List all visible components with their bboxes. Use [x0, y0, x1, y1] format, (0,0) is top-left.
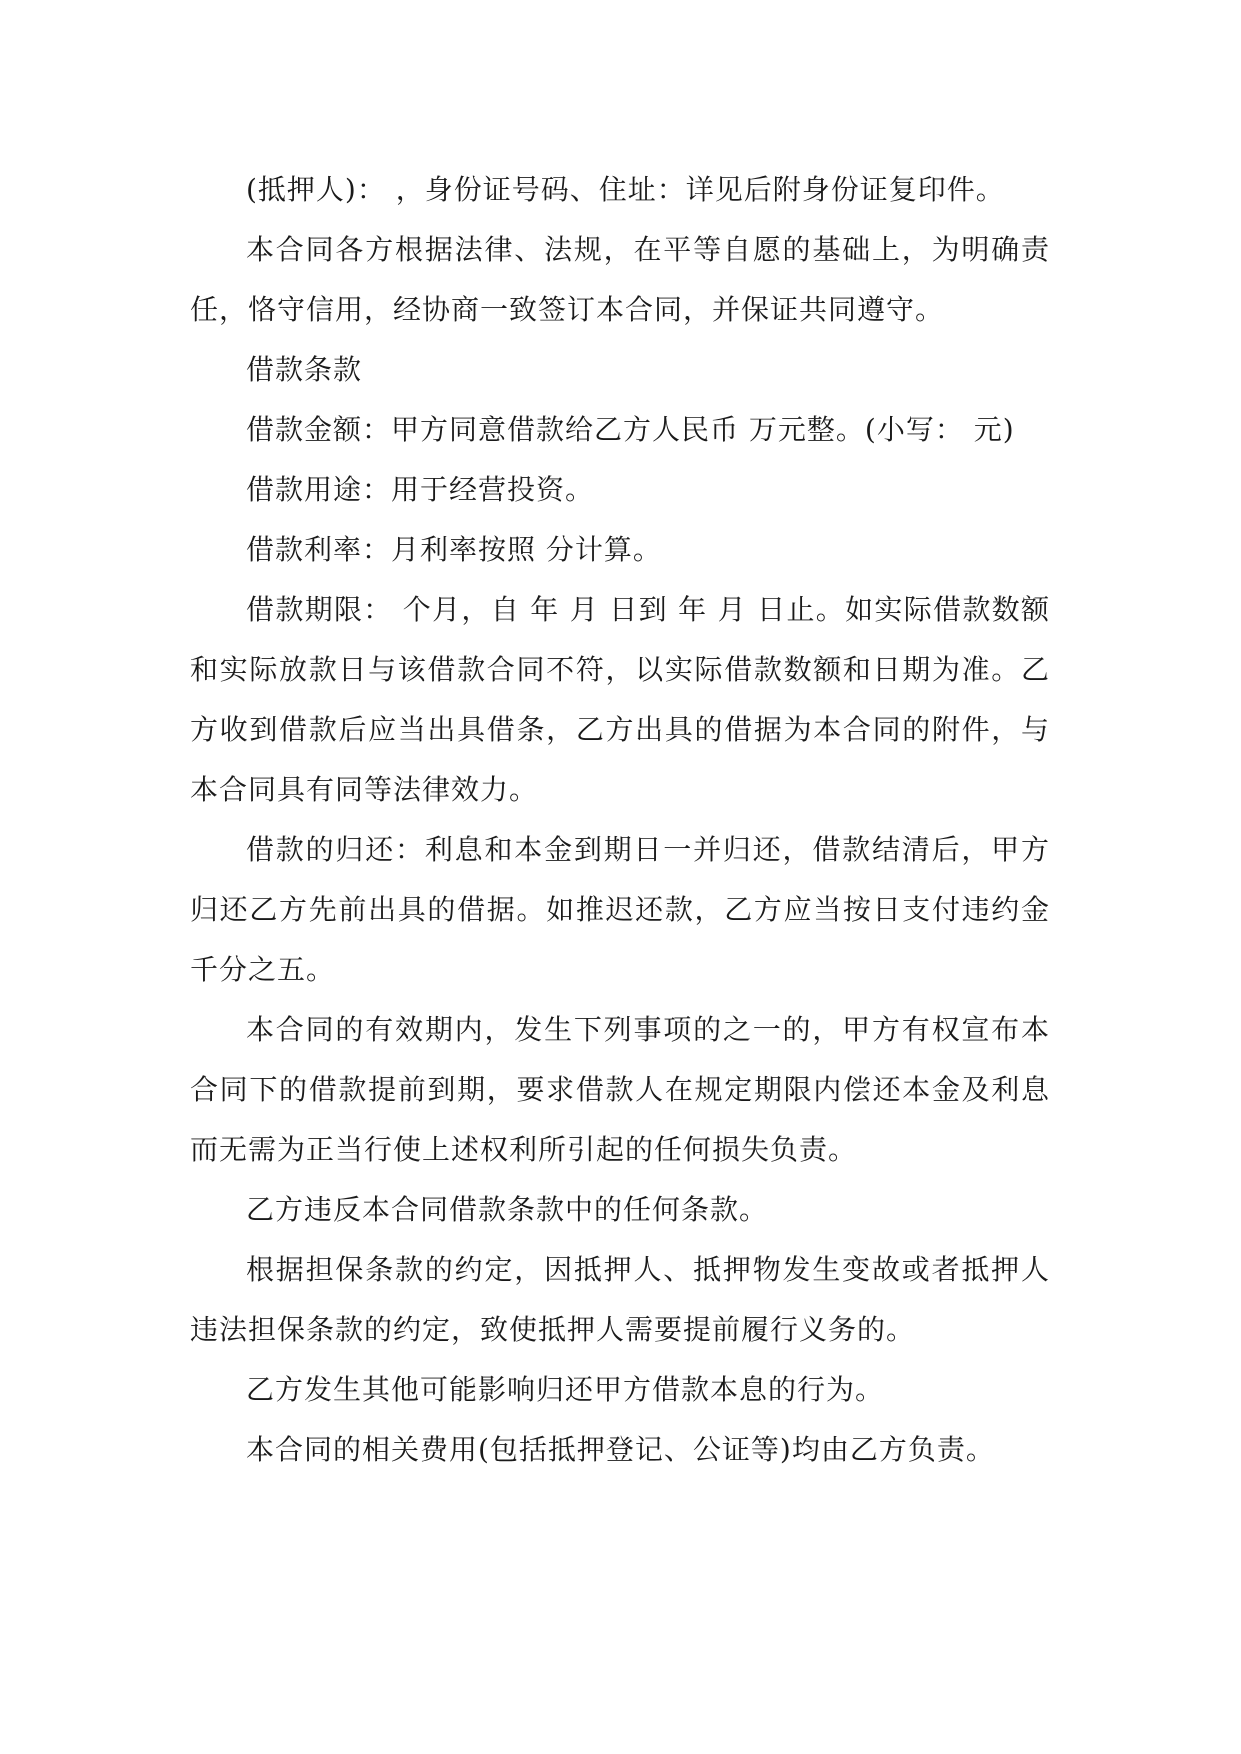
paragraph-fees: 本合同的相关费用(包括抵押登记、公证等)均由乙方负责。	[246, 1433, 995, 1466]
paragraph-mortgagor-info: (抵押人)： ，身份证号码、住址：详见后附身份证复印件。	[246, 173, 1005, 206]
paragraph-loan-purpose: 借款用途：用于经营投资。	[246, 473, 595, 506]
paragraph-repayment: 借款的归还：利息和本金到期日一并归还，借款结清后，甲方归还乙方先前出具的借据。如推迟还款，乙方应当按日支付违约金千分之五。	[190, 833, 1050, 986]
paragraph-loan-term: 借款期限： 个月，自 年 月 日到 年 月 日止。如实际借款数额和实际放款日与该借款合同不符，以实际借款数额和日期为准。乙方收到借款后应当出具借条，乙方出具的借据为本合同的附件，与本合同具有同等法律效力。	[190, 593, 1050, 806]
paragraph-other-behavior: 乙方发生其他可能影响归还甲方借款本息的行为。	[246, 1373, 885, 1406]
section-heading-loan-terms: 借款条款	[246, 353, 363, 386]
paragraph-guarantee-clause: 根据担保条款的约定，因抵押人、抵押物发生变故或者抵押人违法担保条款的约定，致使抵押人需要提前履行义务的。	[190, 1253, 1050, 1346]
paragraph-interest-rate: 借款利率：月利率按照 分计算。	[246, 533, 662, 566]
paragraph-loan-amount: 借款金额：甲方同意借款给乙方人民币 万元整。(小写： 元)	[246, 413, 1015, 446]
paragraph-early-maturity: 本合同的有效期内，发生下列事项的之一的，甲方有权宣布本合同下的借款提前到期，要求借款人在规定期限内偿还本金及利息而无需为正当行使上述权利所引起的任何损失负责。	[190, 1013, 1050, 1166]
paragraph-preamble: 本合同各方根据法律、法规，在平等自愿的基础上，为明确责任，恪守信用，经协商一致签订本合同，并保证共同遵守。	[190, 233, 1050, 326]
document-page	[190, 160, 1050, 1480]
paragraph-breach-clause: 乙方违反本合同借款条款中的任何条款。	[246, 1193, 769, 1226]
